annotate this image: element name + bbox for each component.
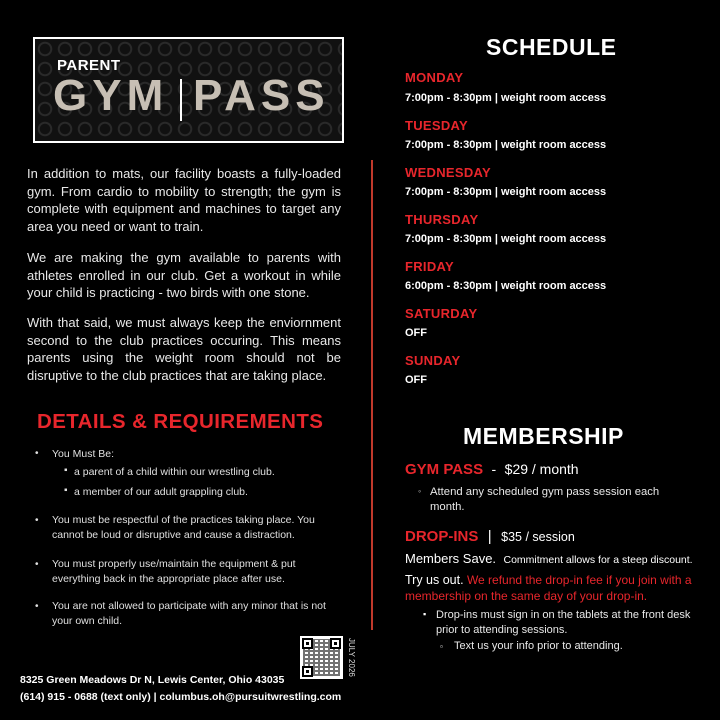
intro-paragraph-2: We are making the gym available to parents with athletes enrolled in our club. Get a workout in while your child is practicing - two birds with one stone. [27,250,341,301]
bullet-icon: ▪ [64,485,68,496]
schedule-time-saturday: OFF [405,327,427,339]
requirement-respectful: You must be respectful of the practices taking place. You cannot be loud or disruptive and cause a distraction. [52,514,315,541]
hollow-square-bullet-icon: ▫ [440,642,443,651]
logo-pass-text: PASS [193,71,330,120]
footer-contact: (614) 915 - 0688 (text only) | columbus.oh@pursuitwrestling.com [20,691,342,703]
refund-text [405,572,710,604]
bullet-icon: ▪ [64,465,68,476]
bullet-icon: • [35,559,39,570]
drop-in-rule-sub: Text us your info prior to attending. [454,640,623,652]
members-save-row [405,550,693,568]
requirement-sub-1: a parent of a child within our wrestling club. [74,466,275,478]
gym-pass-logo [33,37,344,143]
schedule-time-monday: 7:00pm - 8:30pm | weight room access [405,92,607,104]
requirement-sub-2: a member of our adult grappling club. [74,486,248,498]
try-us-label: Try us out. [405,573,464,587]
square-bullet-icon: ▪ [423,609,427,619]
membership-title: MEMBERSHIP [463,423,624,449]
drop-in-rule: Drop-ins must sign in on the tablets at the front desk prior to attending sessions. [436,609,691,636]
gym-pass-separator: - [491,461,497,477]
qr-finder-icon [330,638,341,649]
logo-parent-text: PARENT [57,57,121,74]
schedule-day-monday: MONDAY [405,70,464,85]
gym-pass-price: $29 / month [504,461,579,477]
drop-in-row [405,528,575,546]
qr-code[interactable] [300,636,343,679]
gym-pass-note: Attend any scheduled gym pass session each month. [430,486,660,513]
column-divider [371,160,373,630]
schedule-day-thursday: THURSDAY [405,212,479,227]
schedule-time-thursday: 7:00pm - 8:30pm | weight room access [405,233,607,245]
schedule-day-tuesday: TUESDAY [405,118,469,133]
schedule-day-friday: FRIDAY [405,259,454,274]
schedule-day-sunday: SUNDAY [405,353,461,368]
requirement-must-be: You Must Be: [52,448,115,460]
logo-gym-text: GYM [53,71,169,120]
details-title: DETAILS & REQUIREMENTS [37,410,324,433]
schedule-time-tuesday: 7:00pm - 8:30pm | weight room access [405,139,607,151]
drop-in-separator: | [487,528,492,545]
schedule-time-wednesday: 7:00pm - 8:30pm | weight room access [405,186,607,198]
intro-paragraph-3: With that said, we must always keep the enviornment second to the club practices occuring. This means parents using the weight room should not be disruptive to the club practices that are taking place. [27,315,341,384]
gym-pass-label: GYM PASS [405,461,484,478]
schedule-time-friday: 6:00pm - 8:30pm | weight room access [405,280,607,292]
members-save-note: Commitment allows for a steep discount. [503,554,693,566]
date-label: JULY 2026 [347,638,356,677]
circle-bullet-icon: ◦ [418,486,422,496]
qr-finder-icon [302,638,313,649]
bullet-icon: • [35,448,39,459]
refund-policy: We refund the drop-in fee if you join with a membership on the same day of your drop-in. [405,573,692,603]
schedule-title: SCHEDULE [486,34,617,60]
schedule-day-wednesday: WEDNESDAY [405,165,492,180]
bullet-icon: • [35,601,39,612]
footer-address: 8325 Green Meadows Dr N, Lewis Center, Ohio 43035 [20,674,285,686]
intro-paragraph-1: In addition to mats, our facility boasts a fully-loaded gym. From cardio to mobility to strength; the gym is complete with equipment and machines to target any area you need or want to train. [27,166,341,235]
logo-divider [180,79,182,121]
schedule-day-saturday: SATURDAY [405,306,478,321]
requirement-minor: You are not allowed to participate with any minor that is not your own child. [52,600,326,627]
gym-pass-row [405,461,579,479]
drop-in-price: $35 / session [501,530,575,544]
bullet-icon: • [35,515,39,526]
schedule-time-sunday: OFF [405,374,427,386]
members-save-label: Members Save. [405,551,497,566]
qr-finder-icon [302,666,313,677]
drop-in-label: DROP-INS [405,528,479,545]
requirement-equipment: You must properly use/maintain the equipment & put everything back in the appropriate place after use. [52,558,296,585]
